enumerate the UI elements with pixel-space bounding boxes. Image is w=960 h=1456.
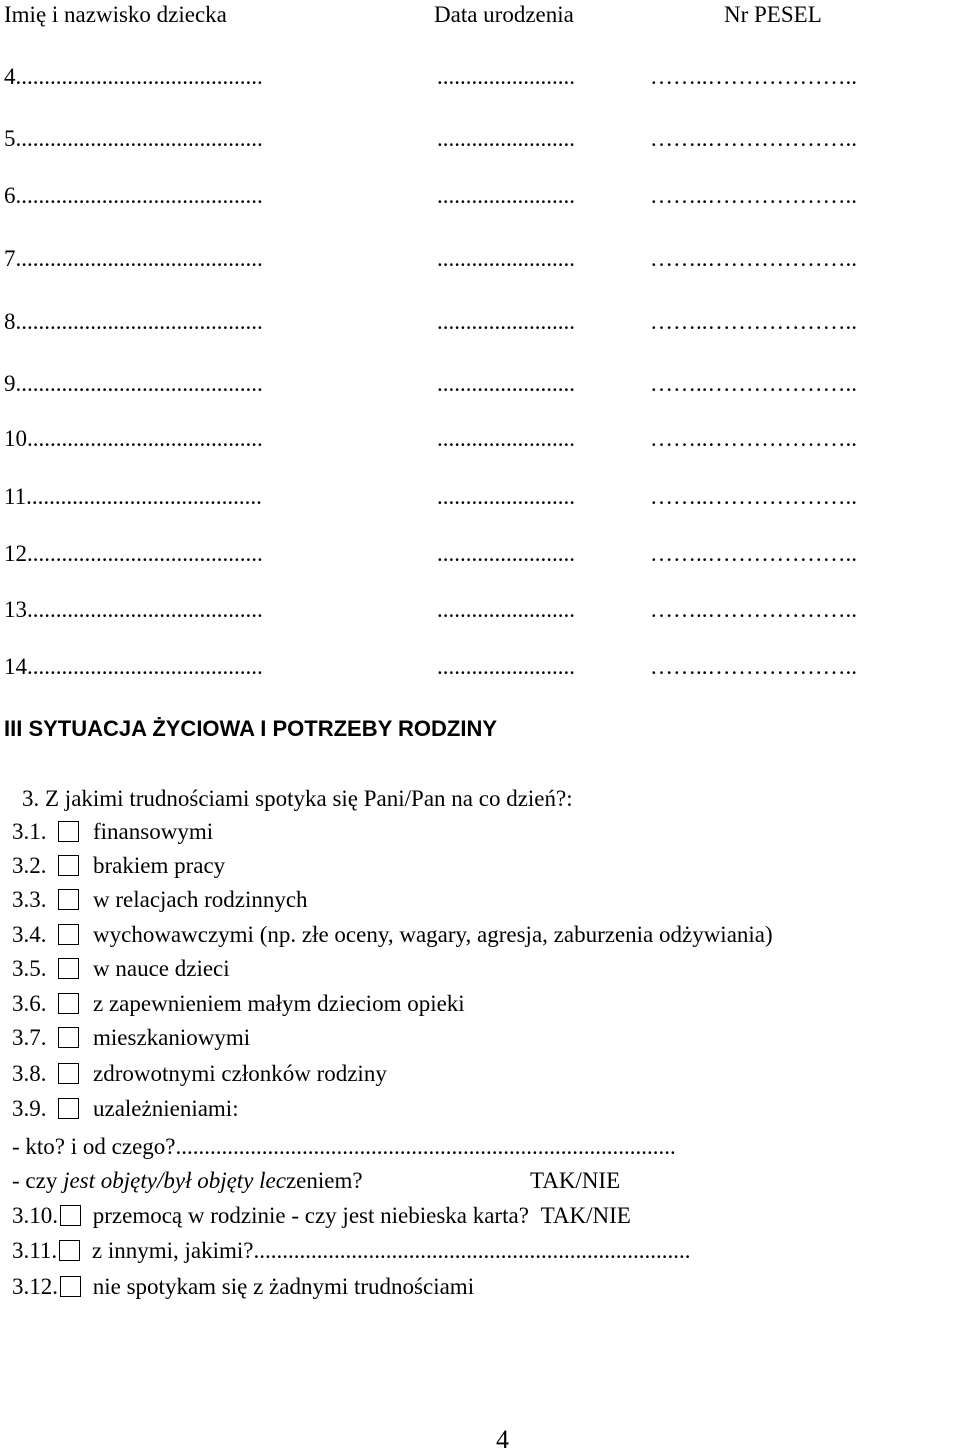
option-label: finansowymi <box>93 819 214 844</box>
option-3-1 <box>12 817 213 847</box>
option-number: 3.6. <box>12 991 47 1016</box>
child-pesel-field[interactable]: ……..……………….. <box>650 309 857 334</box>
child-dob-field[interactable]: ........................ <box>437 246 575 271</box>
option-3-11 <box>12 1236 691 1266</box>
sub-question-treatment <box>12 1166 621 1196</box>
option-3-9 <box>12 1094 239 1124</box>
header-birth-date: Data urodzenia <box>434 2 574 27</box>
option-3-4 <box>12 920 773 950</box>
option-3-7 <box>12 1023 250 1053</box>
checkbox[interactable] <box>58 821 79 842</box>
child-name-field[interactable]: 9........................................... <box>4 371 263 396</box>
option-label: zdrowotnymi członków rodziny <box>93 1061 387 1086</box>
child-name-field[interactable]: 5........................................... <box>4 126 263 151</box>
child-name-field[interactable]: 6........................................... <box>4 183 263 208</box>
child-row <box>0 62 960 92</box>
treatment-answer[interactable]: TAK/NIE <box>530 1168 621 1193</box>
option-number: 3.10. <box>12 1203 58 1228</box>
child-pesel-field[interactable]: ……..……………….. <box>650 426 857 451</box>
child-dob-field[interactable]: ........................ <box>437 597 575 622</box>
option-number: 3.3. <box>12 887 47 912</box>
child-row <box>0 424 960 454</box>
child-pesel-field[interactable]: ……..……………….. <box>650 126 857 151</box>
option-number: 3.11. <box>12 1238 58 1263</box>
child-row <box>0 244 960 274</box>
child-name-field[interactable]: 7........................................... <box>4 246 263 271</box>
checkbox[interactable] <box>58 1063 79 1084</box>
child-row <box>0 307 960 337</box>
option-label[interactable]: z innymi, jakimi?............................................................................ <box>91 1238 691 1263</box>
sub-question-who[interactable]: - kto? i od czego?....................................................................................... <box>12 1134 676 1159</box>
checkbox[interactable] <box>58 993 79 1014</box>
child-dob-field[interactable]: ........................ <box>437 64 575 89</box>
child-dob-field[interactable]: ........................ <box>437 654 575 679</box>
option-3-3 <box>12 885 308 915</box>
child-dob-field[interactable]: ........................ <box>437 309 575 334</box>
sub-treated-rest: zeniem? <box>285 1168 363 1193</box>
child-dob-field[interactable]: ........................ <box>437 371 575 396</box>
child-pesel-field[interactable]: ……..……………….. <box>650 654 857 679</box>
option-label: mieszkaniowymi <box>93 1025 251 1050</box>
option-number: 3.12. <box>12 1274 58 1299</box>
checkbox[interactable] <box>58 1027 79 1048</box>
option-label: w nauce dzieci <box>93 956 230 981</box>
child-row <box>0 369 960 399</box>
option-number: 3.8. <box>12 1061 47 1086</box>
child-pesel-field[interactable]: ……..……………….. <box>650 183 857 208</box>
option-number: 3.7. <box>12 1025 47 1050</box>
option-3-10 <box>12 1201 631 1231</box>
child-name-field[interactable]: 8........................................... <box>4 309 263 334</box>
option-label: z zapewnieniem małym dzieciom opieki <box>93 991 465 1016</box>
page-number: 4 <box>496 1425 509 1454</box>
sub-treated-italic: jest objęty/był objęty lec <box>63 1168 286 1193</box>
checkbox[interactable] <box>60 1276 81 1297</box>
option-number: 3.1. <box>12 819 47 844</box>
child-dob-field[interactable]: ........................ <box>437 126 575 151</box>
option-number: 3.5. <box>12 956 47 981</box>
child-row <box>0 595 960 625</box>
child-row <box>0 539 960 569</box>
child-row <box>0 124 960 154</box>
child-name-field[interactable]: 10......................................... <box>4 426 263 451</box>
checkbox[interactable] <box>58 889 79 910</box>
option-number: 3.2. <box>12 853 47 878</box>
checkbox[interactable] <box>58 924 79 945</box>
child-pesel-field[interactable]: ……..……………….. <box>650 246 857 271</box>
option-number: 3.4. <box>12 922 47 947</box>
option-3-8 <box>12 1059 387 1089</box>
sub-treated-prefix: - czy <box>12 1168 64 1193</box>
child-dob-field[interactable]: ........................ <box>437 183 575 208</box>
option-3-12 <box>12 1272 474 1302</box>
header-pesel: Nr PESEL <box>724 2 822 27</box>
child-name-field[interactable]: 11......................................... <box>4 484 262 509</box>
section-title: III SYTUACJA ŻYCIOWA I POTRZEBY RODZINY <box>4 716 498 741</box>
checkbox[interactable] <box>58 1098 79 1119</box>
child-name-field[interactable]: 14......................................... <box>4 654 263 679</box>
child-row <box>0 652 960 682</box>
option-label: uzależnieniami: <box>93 1096 239 1121</box>
child-row <box>0 181 960 211</box>
option-number: 3.9. <box>12 1096 47 1121</box>
checkbox[interactable] <box>58 855 79 876</box>
child-row <box>0 482 960 512</box>
option-label: nie spotykam się z żadnymi trudnościami <box>92 1274 475 1299</box>
child-name-field[interactable]: 13......................................... <box>4 597 263 622</box>
child-pesel-field[interactable]: ……..……………….. <box>650 541 857 566</box>
option-label: wychowawczymi (np. złe oceny, wagary, agresja, zaburzenia odżywiania) <box>93 922 773 947</box>
checkbox[interactable] <box>59 1240 80 1261</box>
child-pesel-field[interactable]: ……..……………….. <box>650 597 857 622</box>
child-pesel-field[interactable]: ……..……………….. <box>650 64 857 89</box>
option-3-2 <box>12 851 225 881</box>
child-dob-field[interactable]: ........................ <box>437 541 575 566</box>
child-dob-field[interactable]: ........................ <box>437 426 575 451</box>
option-label: przemocą w rodzinie - czy jest niebieska karta? <box>92 1203 529 1228</box>
blue-card-answer[interactable]: TAK/NIE <box>540 1203 631 1228</box>
option-3-6 <box>12 989 465 1019</box>
option-label: w relacjach rodzinnych <box>93 887 308 912</box>
header-child-name: Imię i nazwisko dziecka <box>4 2 227 27</box>
option-label: brakiem pracy <box>93 853 226 878</box>
question-text: 3. Z jakimi trudnościami spotyka się Pani/Pan na co dzień?: <box>22 786 573 811</box>
child-name-field[interactable]: 12......................................... <box>4 541 263 566</box>
child-pesel-field[interactable]: ……..……………….. <box>650 371 857 396</box>
child-dob-field[interactable]: ........................ <box>437 484 575 509</box>
child-name-field[interactable]: 4........................................... <box>4 64 263 89</box>
option-3-5 <box>12 954 230 984</box>
child-pesel-field[interactable]: ……..……………….. <box>650 484 857 509</box>
checkbox[interactable] <box>60 1205 81 1226</box>
checkbox[interactable] <box>58 958 79 979</box>
